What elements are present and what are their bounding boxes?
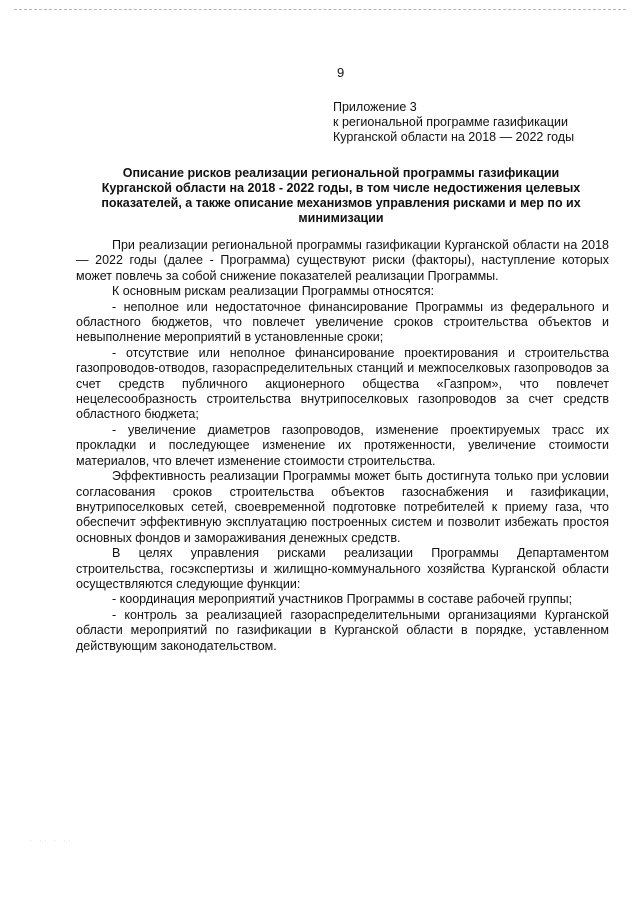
- function-item-coordination: - координация мероприятий участников Программы в составе рабочей группы;: [112, 592, 573, 607]
- paragraph-efficiency: Эффективность реализации Программы может быть достигнута только при условии согласования сроков строительства объектов газоснабжения и газификации, внутрипоселковых сетей, своевременной подготовке потребителей к приему газа, что обеспечит эффективную эксплуатацию построенных систем и позволит избежать простоя основных фондов и замораживания денежных средств.: [76, 469, 609, 545]
- paragraph-risks-heading: К основным рискам реализации Программы относятся:: [112, 284, 435, 299]
- appendix-line-1: Приложение 3: [333, 100, 417, 114]
- document-body: [76, 238, 609, 654]
- document-title: Описание рисков реализации региональной программы газификации Курганской области на 2018 - 2022 годы, в том числе недостижения целевых показателей, а также описание механизмов управления рисками и мер по их минимизации: [101, 166, 581, 225]
- paragraph-intro: При реализации региональной программы газификации Курганской области на 2018 — 2022 годы (далее - Программа) существуют риски (факторы), наступление которых может повлечь за собой снижение показателей реализации Программы.: [76, 238, 609, 283]
- paragraph-management: В целях управления рисками реализации Программы Департаментом строительства, госэкспертизы и жилищно-коммунального хозяйства Курганской области осуществляются следующие функции:: [76, 546, 609, 591]
- scan-noise-marks: ⋅ ⋅⋅ ⋅ ⋅⋅: [30, 839, 74, 845]
- appendix-line-2: к региональной программе газификации: [333, 115, 568, 129]
- appendix-header: [333, 100, 574, 145]
- risk-item-diameters: - увеличение диаметров газопроводов, изменение проектируемых трасс их прокладки и последующее изменение их протяженности, увеличение стоимости материалов, что влечет изменение стоимости строительства.: [76, 422, 609, 468]
- appendix-line-3: Курганской области на 2018 — 2022 годы: [333, 130, 575, 144]
- scan-edge-rule: [14, 9, 626, 10]
- risk-item-funding: - неполное или недостаточное финансирование Программы из федерального и областного бюджетов, что повлечет увеличение сроков строительства объектов и невыполнение мероприятий в установленные сроки;: [76, 299, 609, 345]
- page-number: 9: [337, 65, 345, 80]
- risk-item-gazprom: - отсутствие или неполное финансирование проектирования и строительства газопроводов-отводов, газораспределительных станций и межпоселковых газопроводов за счет средств публичного акционерного общества «Газпром», что повлечет нецелесообразность строительства внутрипоселковых газопроводов за счет средств областного бюджета;: [76, 345, 609, 422]
- function-item-control: - контроль за реализацией газораспределительными организациями Курганской области мероприятий по газификации в Курганской области в порядке, уставленном действующим законодательством.: [76, 607, 609, 653]
